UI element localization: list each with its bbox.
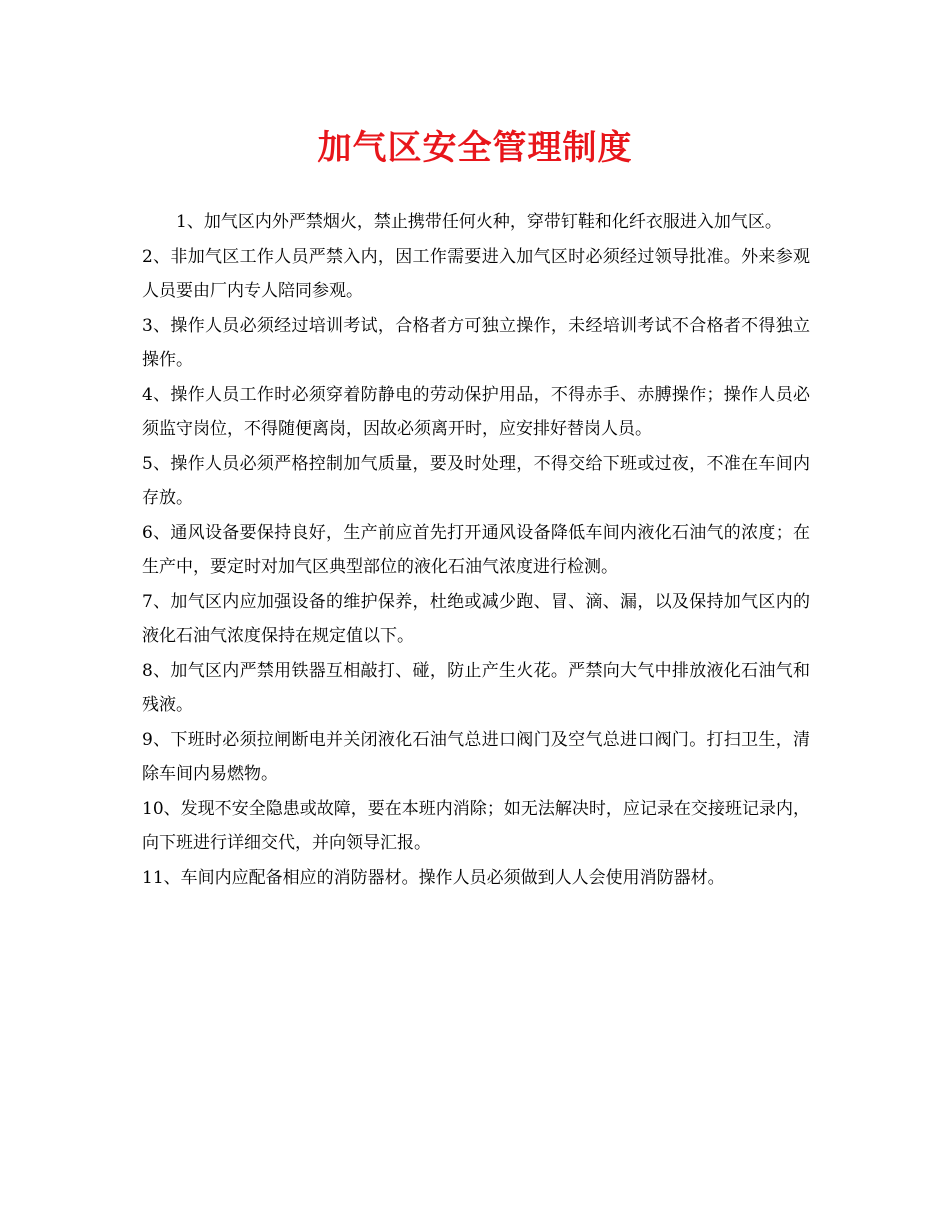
rule-paragraph-1: 1、加气区内外严禁烟火，禁止携带任何火种，穿带钉鞋和化纤衣服进入加气区。 — [176, 212, 782, 232]
rule-paragraph-6: 6、通风设备要保持良好，生产前应首先打开通风设备降低车间内液化石油气的浓度；在生产中，要定时对加气区典型部位的液化石油气浓度进行检测。 — [142, 522, 810, 577]
rule-paragraph-5: 5、操作人员必须严格控制加气质量，要及时处理，不得交给下班或过夜，不准在车间内存放。 — [142, 453, 810, 508]
rule-paragraph-11: 11、车间内应配备相应的消防器材。操作人员必须做到人人会使用消防器材。 — [142, 867, 725, 888]
rule-paragraph-9: 9、下班时必须拉闸断电并关闭液化石油气总进口阀门及空气总进口阀门。打扫卫生，清除车间内易燃物。 — [142, 729, 810, 784]
rule-paragraph-7: 7、加气区内应加强设备的维护保养，杜绝或减少跑、冒、滴、漏，以及保持加气区内的液化石油气浓度保持在规定值以下。 — [142, 591, 810, 646]
rule-paragraph-8: 8、加气区内严禁用铁器互相敲打、碰，防止产生火花。严禁向大气中排放液化石油气和残液。 — [142, 660, 810, 715]
rule-paragraph-2: 2、非加气区工作人员严禁入内，因工作需要进入加气区时必须经过领导批准。外来参观人员要由厂内专人陪同参观。 — [142, 246, 810, 301]
rule-paragraph-10: 10、发现不安全隐患或故障，要在本班内消除；如无法解决时，应记录在交接班记录内，向下班进行详细交代，并向领导汇报。 — [142, 798, 810, 853]
rule-paragraph-4: 4、操作人员工作时必须穿着防静电的劳动保护用品，不得赤手、赤膊操作；操作人员必须监守岗位，不得随便离岗，因故必须离开时，应安排好替岗人员。 — [142, 384, 810, 439]
document-body — [142, 205, 810, 895]
rule-paragraph-3: 3、操作人员必须经过培训考试，合格者方可独立操作，未经培训考试不合格者不得独立操作。 — [142, 315, 810, 370]
document-title: 加气区安全管理制度 — [317, 128, 633, 168]
